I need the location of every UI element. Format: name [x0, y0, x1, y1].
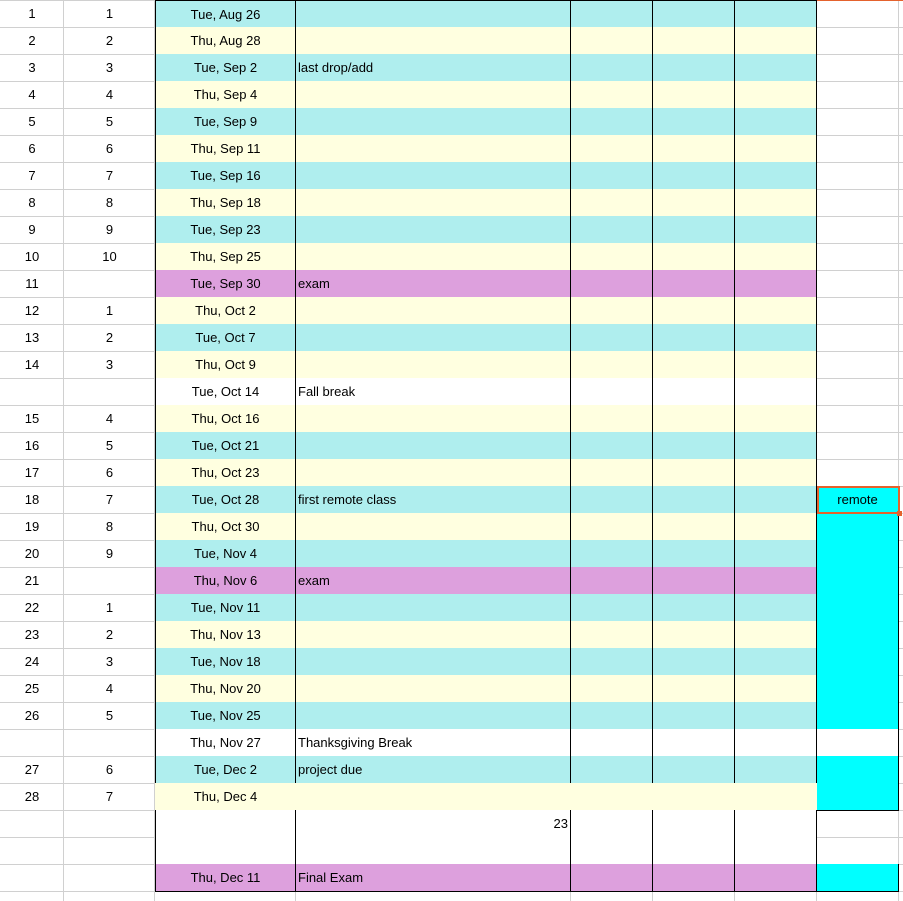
- cell-col-f[interactable]: [653, 108, 735, 136]
- cell-col-h[interactable]: [817, 297, 899, 325]
- cell-date[interactable]: Thu, Sep 25: [155, 243, 296, 271]
- cell-col-g[interactable]: [735, 405, 817, 433]
- cell-index[interactable]: 21: [24, 573, 40, 588]
- cell-sub-index[interactable]: 6: [105, 141, 114, 156]
- cell-col-h[interactable]: [817, 405, 899, 433]
- cell-date[interactable]: [155, 837, 296, 865]
- cell-col-e[interactable]: [571, 378, 653, 406]
- cell-date[interactable]: Thu, Dec 11: [155, 864, 296, 892]
- cell-col-e[interactable]: [571, 405, 653, 433]
- autofill-handle[interactable]: [897, 511, 902, 516]
- cell-date[interactable]: Thu, Aug 28: [155, 27, 296, 55]
- cell-col-g[interactable]: [735, 594, 817, 622]
- cell-col-e[interactable]: [571, 648, 653, 676]
- cell-sub-index[interactable]: 3: [105, 60, 114, 75]
- cell-col-g[interactable]: [735, 648, 817, 676]
- cell-col-g[interactable]: [735, 837, 817, 865]
- cell-col-h[interactable]: [817, 135, 899, 163]
- cell-date[interactable]: Tue, Sep 16: [155, 162, 296, 190]
- cell-sub-index[interactable]: 9: [105, 546, 114, 561]
- cell-col-e[interactable]: [571, 675, 653, 703]
- cell-date[interactable]: [155, 810, 296, 838]
- cell-index[interactable]: 19: [24, 519, 40, 534]
- cell-date[interactable]: Thu, Oct 30: [155, 513, 296, 541]
- cell-col-f[interactable]: [653, 351, 735, 379]
- cell-col-h[interactable]: [817, 837, 899, 865]
- cell-col-e[interactable]: [571, 432, 653, 460]
- cell-col-e[interactable]: [571, 351, 653, 379]
- cell-col-f[interactable]: [653, 810, 735, 838]
- cell-sub-index[interactable]: [64, 864, 155, 892]
- cell-date[interactable]: Thu, Oct 9: [155, 351, 296, 379]
- cell-col-h[interactable]: [817, 162, 899, 190]
- cell-col-f[interactable]: [653, 27, 735, 55]
- cell-col-g[interactable]: [735, 810, 817, 838]
- cell-col-h[interactable]: [817, 432, 899, 460]
- cell-sub-index[interactable]: 10: [102, 249, 117, 264]
- cell-col-g[interactable]: [735, 189, 817, 217]
- cell-topic[interactable]: [296, 108, 571, 136]
- cell-index[interactable]: 18: [24, 492, 40, 507]
- cell-topic[interactable]: [296, 702, 571, 730]
- cell-topic[interactable]: Thanksgiving Break: [296, 729, 571, 757]
- cell-col-e[interactable]: [571, 783, 653, 811]
- cell-topic[interactable]: [296, 621, 571, 649]
- cell-date[interactable]: Tue, Sep 23: [155, 216, 296, 244]
- cell-sub-index[interactable]: 4: [105, 681, 114, 696]
- cell-sub-index[interactable]: 7: [105, 168, 114, 183]
- cell-col-f[interactable]: [653, 540, 735, 568]
- cell-topic[interactable]: [296, 432, 571, 460]
- cell-sub-index[interactable]: 1: [105, 303, 114, 318]
- cell-col-g[interactable]: [735, 0, 817, 28]
- cell-remote-fill[interactable]: [817, 594, 899, 622]
- cell-col-e[interactable]: [571, 567, 653, 595]
- cell-date[interactable]: Thu, Nov 20: [155, 675, 296, 703]
- cell-sub-index[interactable]: 7: [105, 789, 114, 804]
- cell-remote-fill[interactable]: [817, 648, 899, 676]
- cell-col-f[interactable]: [653, 621, 735, 649]
- cell-col-g[interactable]: [735, 108, 817, 136]
- cell-date[interactable]: Tue, Nov 4: [155, 540, 296, 568]
- cell-index[interactable]: 6: [28, 141, 36, 156]
- cell-date[interactable]: Tue, Nov 11: [155, 594, 296, 622]
- cell-col-h[interactable]: [817, 378, 899, 406]
- cell-col-g[interactable]: [735, 729, 817, 757]
- cell-sub-index[interactable]: [64, 729, 155, 757]
- cell-topic[interactable]: [296, 0, 571, 28]
- cell-col-e[interactable]: [571, 270, 653, 298]
- cell-col-g[interactable]: [735, 324, 817, 352]
- cell-date[interactable]: Thu, Sep 11: [155, 135, 296, 163]
- cell-col-f[interactable]: [653, 324, 735, 352]
- cell-topic[interactable]: [296, 675, 571, 703]
- cell-date[interactable]: Thu, Sep 18: [155, 189, 296, 217]
- cell-index[interactable]: 5: [28, 114, 36, 129]
- cell-remote-fill[interactable]: [817, 702, 899, 730]
- cell-remote-fill[interactable]: [817, 675, 899, 703]
- cell-col-h[interactable]: [817, 108, 899, 136]
- cell-sub-index[interactable]: 2: [105, 33, 114, 48]
- cell-col-f[interactable]: [653, 783, 735, 811]
- cell-index[interactable]: 25: [24, 681, 40, 696]
- cell-col-h[interactable]: [817, 810, 899, 838]
- cell-col-f[interactable]: [653, 729, 735, 757]
- cell-date[interactable]: Tue, Aug 26: [155, 0, 296, 28]
- cell-index[interactable]: 27: [24, 762, 40, 777]
- cell-sub-index[interactable]: 4: [105, 411, 114, 426]
- cell-remote-fill[interactable]: [817, 783, 899, 811]
- cell-date[interactable]: Tue, Sep 30: [155, 270, 296, 298]
- cell-col-f[interactable]: [653, 459, 735, 487]
- cell-col-f[interactable]: [653, 243, 735, 271]
- cell-col-e[interactable]: [571, 162, 653, 190]
- cell-sub-index[interactable]: 2: [105, 330, 114, 345]
- cell-topic[interactable]: [296, 648, 571, 676]
- cell-col-e[interactable]: [571, 54, 653, 82]
- cell-col-g[interactable]: [735, 216, 817, 244]
- cell-col-e[interactable]: [571, 864, 653, 892]
- cell-topic[interactable]: [296, 189, 571, 217]
- cell-sub-index[interactable]: 6: [105, 465, 114, 480]
- cell-index[interactable]: 16: [24, 438, 40, 453]
- cell-col-g[interactable]: [735, 297, 817, 325]
- cell-sub-index[interactable]: 7: [105, 492, 114, 507]
- cell-col-f[interactable]: [653, 216, 735, 244]
- cell-sub-index[interactable]: [64, 810, 155, 838]
- cell-col-g[interactable]: [735, 81, 817, 109]
- cell-date[interactable]: Tue, Nov 18: [155, 648, 296, 676]
- cell-col-e[interactable]: [571, 243, 653, 271]
- cell-col-e[interactable]: [571, 729, 653, 757]
- cell-col-e[interactable]: [571, 621, 653, 649]
- cell-col-f[interactable]: [653, 378, 735, 406]
- cell-index[interactable]: 23: [24, 627, 40, 642]
- cell-index[interactable]: 9: [28, 222, 36, 237]
- cell-topic[interactable]: [296, 351, 571, 379]
- cell-col-f[interactable]: [653, 81, 735, 109]
- cell-date[interactable]: Tue, Sep 9: [155, 108, 296, 136]
- cell-col-g[interactable]: [735, 27, 817, 55]
- cell-col-f[interactable]: [653, 297, 735, 325]
- cell-sub-index[interactable]: [64, 378, 155, 406]
- cell-col-e[interactable]: [571, 81, 653, 109]
- cell-col-f[interactable]: [653, 837, 735, 865]
- cell-index[interactable]: 3: [28, 60, 36, 75]
- cell-index[interactable]: 1: [28, 6, 36, 21]
- cell-topic[interactable]: [296, 162, 571, 190]
- cell-sub-index[interactable]: 5: [105, 114, 114, 129]
- cell-index[interactable]: 13: [24, 330, 40, 345]
- cell-index[interactable]: 12: [24, 303, 40, 318]
- cell-col-h[interactable]: [817, 270, 899, 298]
- cell-col-h[interactable]: [817, 54, 899, 82]
- cell-col-f[interactable]: [653, 648, 735, 676]
- cell-remote-fill[interactable]: [817, 567, 899, 595]
- cell-date[interactable]: Thu, Nov 6: [155, 567, 296, 595]
- cell-col-f[interactable]: [653, 594, 735, 622]
- cell-date[interactable]: Tue, Oct 7: [155, 324, 296, 352]
- cell-col-e[interactable]: [571, 459, 653, 487]
- cell-col-g[interactable]: [735, 540, 817, 568]
- cell-index[interactable]: 17: [24, 465, 40, 480]
- cell-index[interactable]: 15: [24, 411, 40, 426]
- cell-topic[interactable]: [296, 297, 571, 325]
- cell-remote-fill[interactable]: [817, 621, 899, 649]
- cell-col-g[interactable]: [735, 351, 817, 379]
- cell-col-f[interactable]: [653, 405, 735, 433]
- cell-topic[interactable]: last drop/add: [296, 54, 571, 82]
- cell-topic[interactable]: [296, 405, 571, 433]
- cell-sub-index[interactable]: 4: [105, 87, 114, 102]
- cell-col-e[interactable]: [571, 27, 653, 55]
- cell-topic[interactable]: [296, 81, 571, 109]
- cell-col-f[interactable]: [653, 864, 735, 892]
- cell-col-f[interactable]: [653, 486, 735, 514]
- cell-col-e[interactable]: [571, 108, 653, 136]
- cell-col-g[interactable]: [735, 864, 817, 892]
- cell-date[interactable]: Thu, Dec 4: [155, 783, 296, 811]
- cell-sub-index[interactable]: 5: [105, 708, 114, 723]
- cell-topic[interactable]: [296, 540, 571, 568]
- cell-col-f[interactable]: [653, 189, 735, 217]
- cell-sub-index[interactable]: 6: [105, 762, 114, 777]
- cell-col-f[interactable]: [653, 0, 735, 28]
- cell-index[interactable]: 11: [25, 276, 39, 291]
- cell-index[interactable]: 14: [24, 357, 40, 372]
- cell-col-g[interactable]: [735, 135, 817, 163]
- cell-sub-index[interactable]: 3: [105, 654, 114, 669]
- cell-topic[interactable]: 23: [296, 810, 571, 838]
- cell-date[interactable]: Tue, Oct 21: [155, 432, 296, 460]
- cell-col-h[interactable]: [817, 729, 899, 757]
- cell-topic[interactable]: exam: [296, 567, 571, 595]
- cell-col-e[interactable]: [571, 0, 653, 28]
- cell-date[interactable]: Tue, Dec 2: [155, 756, 296, 784]
- cell-col-g[interactable]: [735, 513, 817, 541]
- cell-col-g[interactable]: [735, 783, 817, 811]
- cell-remote-fill[interactable]: [817, 540, 899, 568]
- cell-col-g[interactable]: [735, 459, 817, 487]
- cell-col-e[interactable]: [571, 702, 653, 730]
- cell-index[interactable]: [0, 810, 64, 838]
- cell-col-g[interactable]: [735, 756, 817, 784]
- cell-remote-fill[interactable]: [817, 864, 899, 892]
- cell-index[interactable]: 7: [28, 168, 36, 183]
- cell-sub-index[interactable]: [64, 270, 155, 298]
- cell-col-e[interactable]: [571, 486, 653, 514]
- cell-col-h[interactable]: [817, 189, 899, 217]
- cell-topic[interactable]: [296, 27, 571, 55]
- cell-sub-index[interactable]: 3: [105, 357, 114, 372]
- cell-col-h[interactable]: [817, 216, 899, 244]
- cell-index[interactable]: [0, 864, 64, 892]
- cell-topic[interactable]: [296, 324, 571, 352]
- cell-col-f[interactable]: [653, 513, 735, 541]
- cell-topic[interactable]: exam: [296, 270, 571, 298]
- cell-remote[interactable]: remote: [817, 486, 899, 514]
- cell-col-e[interactable]: [571, 810, 653, 838]
- cell-index[interactable]: 10: [24, 249, 40, 264]
- cell-topic[interactable]: [296, 135, 571, 163]
- cell-col-h[interactable]: [817, 324, 899, 352]
- cell-col-h[interactable]: [817, 81, 899, 109]
- cell-topic[interactable]: [296, 513, 571, 541]
- cell-col-f[interactable]: [653, 702, 735, 730]
- cell-topic[interactable]: [296, 459, 571, 487]
- cell-col-e[interactable]: [571, 513, 653, 541]
- cell-sub-index[interactable]: 2: [105, 627, 114, 642]
- cell-sub-index[interactable]: 1: [105, 6, 114, 21]
- cell-date[interactable]: Tue, Oct 14: [155, 378, 296, 406]
- cell-col-h[interactable]: [817, 27, 899, 55]
- cell-topic[interactable]: [296, 837, 571, 865]
- cell-index[interactable]: [0, 729, 64, 757]
- cell-topic[interactable]: project due: [296, 756, 571, 784]
- cell-sub-index[interactable]: 8: [105, 519, 114, 534]
- cell-sub-index[interactable]: [64, 567, 155, 595]
- cell-index[interactable]: 20: [24, 546, 40, 561]
- selection-edge: [817, 0, 903, 1]
- cell-date[interactable]: Thu, Oct 16: [155, 405, 296, 433]
- cell-col-g[interactable]: [735, 702, 817, 730]
- cell-index[interactable]: 28: [24, 789, 40, 804]
- cell-col-g[interactable]: [735, 54, 817, 82]
- cell-topic[interactable]: [296, 783, 571, 811]
- cell-col-e[interactable]: [571, 540, 653, 568]
- cell-index[interactable]: 24: [24, 654, 40, 669]
- cell-date[interactable]: Tue, Oct 28: [155, 486, 296, 514]
- cell-col-g[interactable]: [735, 270, 817, 298]
- cell-col-e[interactable]: [571, 216, 653, 244]
- cell-col-f[interactable]: [653, 432, 735, 460]
- cell-date[interactable]: Thu, Oct 23: [155, 459, 296, 487]
- cell-col-g[interactable]: [735, 162, 817, 190]
- cell-col-g[interactable]: [735, 432, 817, 460]
- cell-date[interactable]: Thu, Oct 2: [155, 297, 296, 325]
- cell-col-f[interactable]: [653, 162, 735, 190]
- cell-col-g[interactable]: [735, 621, 817, 649]
- cell-col-f[interactable]: [653, 567, 735, 595]
- cell-index[interactable]: [0, 837, 64, 865]
- cell-index[interactable]: 4: [28, 87, 36, 102]
- cell-topic[interactable]: [296, 594, 571, 622]
- cell-index[interactable]: [0, 378, 64, 406]
- cell-col-e[interactable]: [571, 324, 653, 352]
- cell-index[interactable]: 26: [24, 708, 40, 723]
- cell-sub-index[interactable]: 1: [105, 600, 114, 615]
- cell-date[interactable]: Tue, Nov 25: [155, 702, 296, 730]
- cell-col-e[interactable]: [571, 135, 653, 163]
- cell-sub-index[interactable]: 5: [105, 438, 114, 453]
- cell-col-h[interactable]: [817, 351, 899, 379]
- cell-index[interactable]: 8: [28, 195, 36, 210]
- cell-index[interactable]: 22: [24, 600, 40, 615]
- cell-topic[interactable]: [296, 243, 571, 271]
- cell-index[interactable]: 2: [28, 33, 36, 48]
- cell-date[interactable]: Thu, Sep 4: [155, 81, 296, 109]
- cell-remote-fill[interactable]: [817, 756, 899, 784]
- cell-col-g[interactable]: [735, 567, 817, 595]
- cell-sub-index[interactable]: [64, 837, 155, 865]
- cell-col-g[interactable]: [735, 675, 817, 703]
- cell-col-f[interactable]: [653, 675, 735, 703]
- cell-col-f[interactable]: [653, 135, 735, 163]
- cell-col-e[interactable]: [571, 189, 653, 217]
- cell-col-e[interactable]: [571, 594, 653, 622]
- cell-topic[interactable]: first remote class: [296, 486, 571, 514]
- cell-col-g[interactable]: [735, 243, 817, 271]
- cell-topic[interactable]: Final Exam: [296, 864, 571, 892]
- cell-topic[interactable]: [296, 216, 571, 244]
- cell-col-h[interactable]: [817, 0, 899, 28]
- cell-date[interactable]: Tue, Sep 2: [155, 54, 296, 82]
- cell-date[interactable]: Thu, Nov 27: [155, 729, 296, 757]
- cell-col-e[interactable]: [571, 297, 653, 325]
- cell-col-h[interactable]: [817, 459, 899, 487]
- cell-date[interactable]: Thu, Nov 13: [155, 621, 296, 649]
- cell-col-g[interactable]: [735, 486, 817, 514]
- cell-col-f[interactable]: [653, 54, 735, 82]
- cell-topic[interactable]: Fall break: [296, 378, 571, 406]
- cell-col-f[interactable]: [653, 270, 735, 298]
- cell-sub-index[interactable]: 8: [105, 195, 114, 210]
- cell-col-f[interactable]: [653, 756, 735, 784]
- cell-col-e[interactable]: [571, 837, 653, 865]
- cell-col-g[interactable]: [735, 378, 817, 406]
- cell-col-e[interactable]: [571, 756, 653, 784]
- cell-remote-fill[interactable]: [817, 513, 899, 541]
- cell-col-h[interactable]: [817, 243, 899, 271]
- cell-sub-index[interactable]: 9: [105, 222, 114, 237]
